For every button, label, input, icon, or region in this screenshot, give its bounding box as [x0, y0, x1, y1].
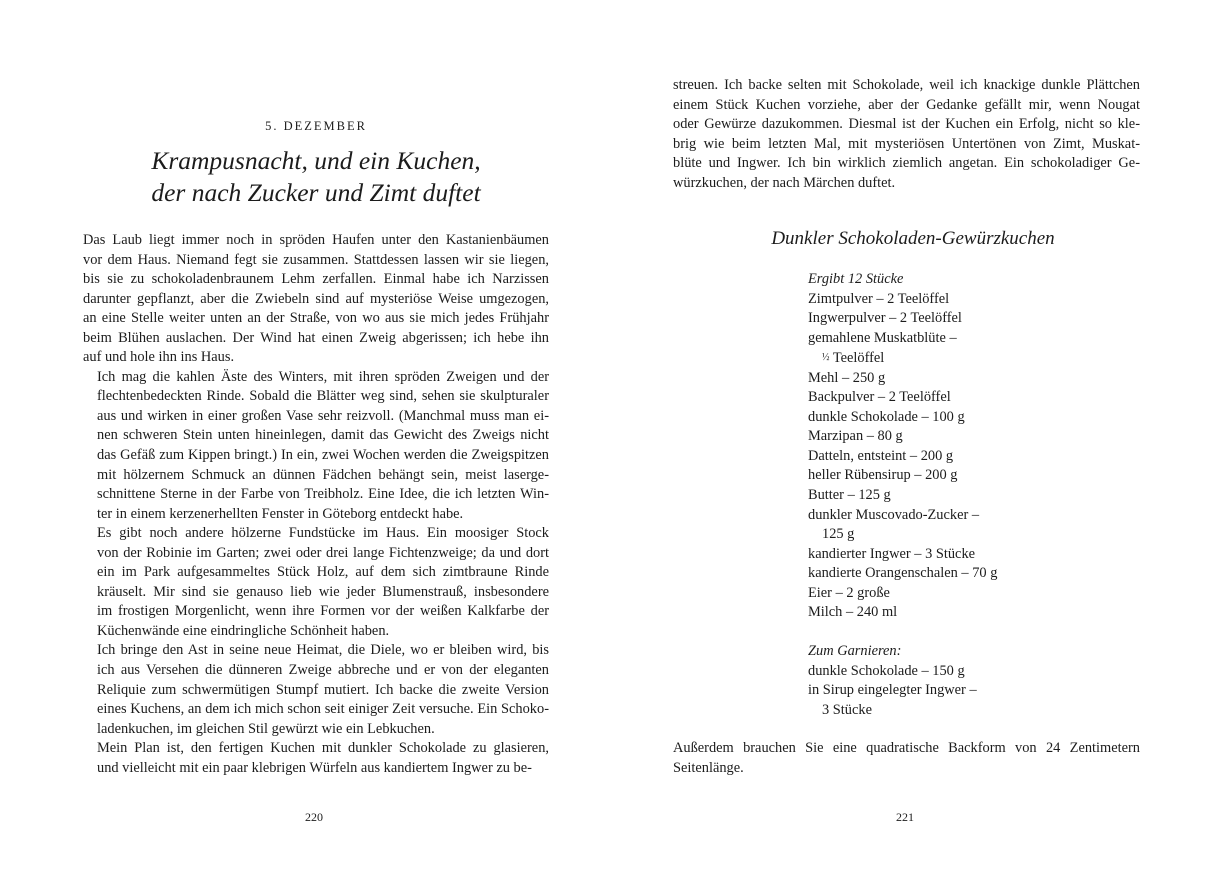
paragraph [83, 739, 549, 778]
text-line: flechtenbedeckten Rinde. Sobald die Blätter weg sind, sehen sie skulpturaler [97, 388, 549, 405]
closing-text [673, 739, 1140, 778]
text-line: bis sie zu schokoladenbraunem Lehm zerfallen. Einmal habe ich Narzissen [83, 271, 549, 288]
paragraph [673, 76, 1140, 193]
text-line: ein im Park aufgesammeltes Stück Holz, auf dem sich zimtbraune Rinde [97, 564, 549, 581]
text-line: von der Robinie im Garten; zwei oder drei lange Fichtenzweige; da und dort [97, 544, 549, 561]
text-line: beim Blühen auslachen. Der Wind hat einen Zweig abgerissen; ich hebe ihn [83, 329, 549, 346]
garnish-item: dunkle Schokolade – 150 g [808, 662, 965, 679]
ingredient-item: Milch – 240 ml [808, 604, 898, 621]
paragraph [673, 739, 1140, 778]
chapter-title-line: der nach Zucker und Zimt duftet [151, 178, 481, 207]
text-line: schnittene Sterne in der Farbe von Treibholz. Eine Idee, die ich letzten Win- [97, 486, 549, 503]
ingredient-item: Marzipan – 80 g [808, 428, 903, 445]
recipe-yield: Ergibt 12 Stücke [808, 271, 904, 287]
chapter-title-line: Krampusnacht, und ein Kuchen, [151, 146, 481, 175]
text-line: Seitenlänge. [673, 759, 744, 776]
text-line: streuen. Ich backe selten mit Schokolade, weil ich knackige dunkle Plättchen [673, 77, 1140, 93]
body-text [83, 231, 549, 778]
text-line: nen schweren Stein unten hineinlegen, damit das Gewicht des Zweigs nicht [97, 427, 549, 444]
page-number: 220 [305, 810, 323, 824]
text-line: oder Gewürze dazukommen. Diesmal ist der Kuchen ein Erfolg, nicht so kle- [673, 116, 1140, 133]
text-line: und vielleicht mit ein paar klebrigen Würfeln aus kandiertem Ingwer zu be- [97, 759, 532, 776]
continuation-text [673, 76, 1140, 193]
text-line: Küchenwände eine eindringliche Schönheit haben. [97, 622, 390, 639]
ingredient-item: heller Rübensirup – 200 g [808, 467, 958, 484]
text-line: das Gefäß zum Kippen bringt.) In ein, zwei Wochen werden die Zweigspitzen [97, 447, 549, 464]
ingredient-item: dunkler Muscovado-Zucker – [808, 506, 980, 523]
ingredient-item: Eier – 2 große [808, 584, 890, 601]
text-line: würzkuchen, der nach Märchen duftet. [673, 174, 896, 191]
text-line: kräuselt. Mir sind sie genauso lieb wie jeder Blumenstrauß, insbesondere [97, 583, 549, 600]
text-line: Ich bringe den Ast in seine neue Heimat, die Diele, wo er bleiben wird, bis [97, 642, 549, 659]
text-line: auf und hole ihn ins Haus. [83, 349, 235, 366]
paragraph [83, 231, 549, 368]
right-page [610, 0, 1220, 885]
ingredient-item: Mehl – 250 g [808, 369, 886, 386]
ingredient-item: Zimtpulver – 2 Teelöffel [808, 290, 950, 307]
page-number: 221 [896, 810, 914, 824]
text-line: Außerdem brauchen Sie eine quadratische Backform von 24 Zentimetern [673, 740, 1140, 756]
text-line: eines Kuchens, an dem ich mich schon seit einiger Zeit versuche. Ein Schoko- [97, 701, 549, 718]
fraction: ½ [822, 352, 830, 364]
ingredient-item: Datteln, entsteint – 200 g [808, 447, 954, 464]
ingredient-item: kandierte Orangenschalen – 70 g [808, 565, 998, 582]
text-line: Das Laub liegt immer noch in spröden Haufen unter den Kastanienbäumen [83, 232, 549, 248]
recipe-title: Dunkler Schokoladen-Gewürzkuchen [771, 228, 1055, 249]
ingredient-amount: 125 g [822, 526, 855, 543]
text-line: ladenkuchen, im gleichen Stil gewürzt wie ein Lebkuchen. [97, 720, 435, 737]
text-line: einem Stück Kuchen vorziehe, aber der Gedanke gefällt mir, wenn Nougat [673, 96, 1140, 113]
text-line: brig wie beim letzten Mal, mit mysteriösen Untertönen von Zimt, Muskat- [673, 135, 1140, 152]
text-line: ter in einem kerzenerhellten Fenster in Göteborg entdeckt habe. [97, 505, 464, 522]
text-line: Reliquie zum schwermütigen Stumpf mutiert. Ich backe die zweite Version [97, 681, 549, 698]
text-line: Mein Plan ist, den fertigen Kuchen mit dunkler Schokolade zu glasieren, [97, 740, 549, 757]
chapter-title [83, 145, 549, 209]
ingredient-item: Butter – 125 g [808, 487, 891, 504]
paragraph [83, 368, 549, 524]
garnish-heading: Zum Garnieren: [808, 643, 902, 660]
ingredient-amount [808, 348, 997, 369]
chapter-date: 5. DEZEMBER [265, 119, 367, 133]
ingredient-item: gemahlene Muskatblüte – [808, 329, 957, 346]
ingredient-unit: Teelöffel [832, 350, 885, 367]
text-line: ich aus Versehen die dünneren Zweige abbreche und er von der eleganten [97, 662, 549, 679]
text-line: darunter gepflanzt, aber die Zwiebeln sind auf mysteriöse Weise umgezogen, [83, 290, 549, 307]
ingredient-item: Backpulver – 2 Teelöffel [808, 389, 951, 406]
spacer [808, 623, 997, 643]
text-line: im frostigen Morgenlicht, wenn ihre Formen vor der weißen Kalkfarbe der [97, 603, 549, 620]
ingredient-item: kandierter Ingwer – 3 Stücke [808, 545, 976, 562]
garnish-item: in Sirup eingelegter Ingwer – [808, 682, 977, 699]
text-line: an eine Stelle weiter unten an der Straße, von wo aus sie mich jedes Frühjahr [83, 310, 549, 327]
ingredient-list [808, 270, 997, 721]
text-line: blüte und Ingwer. Ich bin wirklich ziemlich angetan. Ein schokoladiger Ge- [673, 155, 1140, 172]
text-line: Ich mag die kahlen Äste des Winters, mit ihren spröden Zweigen und der [97, 368, 549, 385]
paragraph [83, 524, 549, 641]
ingredient-item: dunkle Schokolade – 100 g [808, 408, 965, 425]
text-line: vor dem Haus. Niemand fegt sie zusammen. Stattdessen lassen wir sie liegen, [83, 251, 549, 268]
ingredient-amount: 3 Stücke [822, 702, 872, 719]
ingredient-item: Ingwerpulver – 2 Teelöffel [808, 310, 962, 327]
text-line: mit hölzernem Schmuck an dünnen Fädchen behängt sein, meist laserge- [97, 466, 549, 483]
text-line: aus und wirken in einer großen Vase sehr reizvoll. (Manchmal muss man ei- [97, 407, 549, 424]
paragraph [83, 641, 549, 739]
text-line: Es gibt noch andere hölzerne Fundstücke im Haus. Ein moosiger Stock [97, 525, 549, 542]
